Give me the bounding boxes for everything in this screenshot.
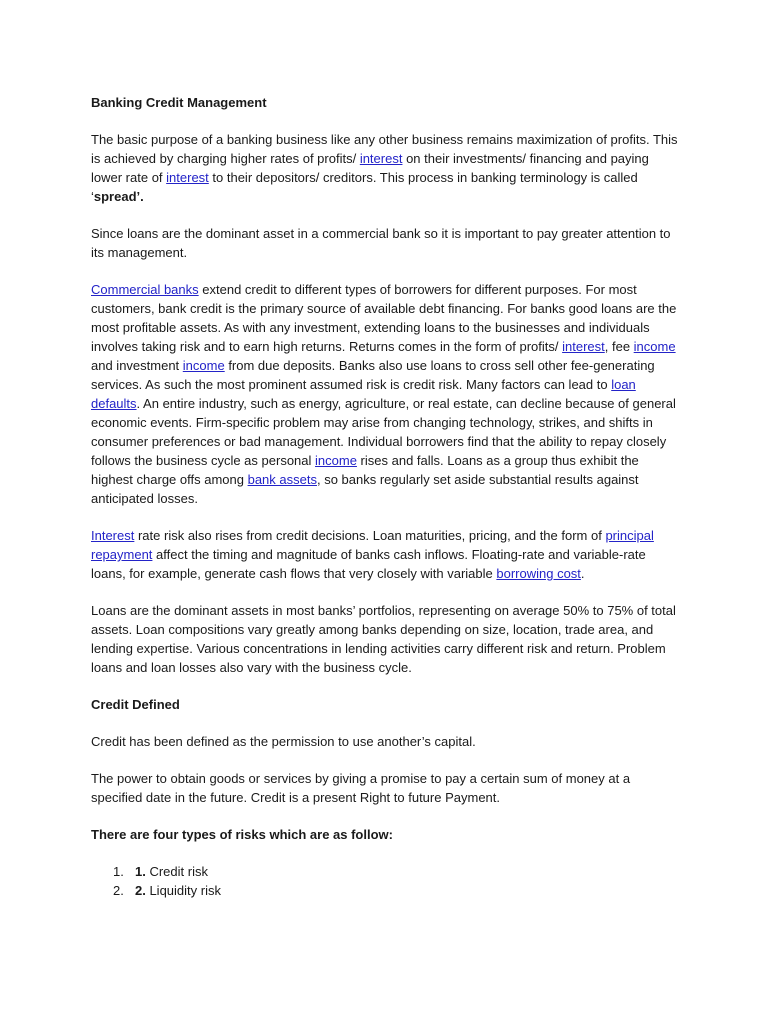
text: extend credit to different types of borrowers for different purposes. For most customers, bank credit is the primary source of available debt financing. For banks good loans are the most profitable assets. As with any investment, extending loans to the businesses and individuals involves taking risk and to earn high returns. Returns comes in the form of profits/ [91,282,677,354]
text: rate risk also rises from credit decisions. Loan maturities, pricing, and the form of [134,528,606,543]
term-spread: spread’. [93,189,144,204]
link-loan-defaults[interactable]: loan defaults [91,377,636,411]
paragraph-interest-rate-risk [91,526,681,583]
list-item [91,862,681,881]
link-interest[interactable]: Interest [91,528,135,543]
text: rises and falls. Loans as a group thus exhibit the highest charge offs among [91,453,639,487]
text: . [580,566,585,581]
paragraph-loan-portfolio: Loans are the dominant assets in most banks’ portfolios, representing on average 50% to 75% of total assets. Loan compositions vary greatly among banks depending on size, location, trade area, and lending expertise. Various concentrations in lending activities carry different risk and return. Problem loans and loan losses also vary with the business cycle. [91,603,676,675]
list-number: 1. [113,864,124,879]
link-income[interactable]: income [315,453,357,468]
link-interest[interactable]: interest [359,151,403,166]
text: on their investments/ financing and paying lower rate of [91,151,649,185]
link-borrowing-cost[interactable]: borrowing cost [496,566,581,581]
text: . An entire industry, such as energy, agriculture, or real estate, can decline because of general economic events. Firm-specific problem may arise from changing technology, strikes, and shifts in consumer preferences or bad management. Individual borrowers find that the ability to repay closely follows the business cycle as personal [91,396,676,468]
text: to their depositors/ creditors. This process in banking terminology is called ‘ [91,170,638,204]
list-item [91,881,681,900]
link-interest[interactable]: interest [562,339,605,354]
text: and investment [91,358,183,373]
risk-list [91,862,681,900]
document-title: Banking Credit Management [91,95,267,110]
paragraph-commercial-banks [91,280,681,508]
text: affect the timing and magnitude of banks cash inflows. Floating-rate and variable-rate loans, for example, generate cash flows that very closely with variable [91,547,646,581]
paragraph-purpose [91,130,681,206]
text: from due deposits. Banks also use loans to cross sell other fee-generating services. As such the most prominent assumed risk is credit risk. Many factors can lead to [91,358,655,392]
link-commercial-banks[interactable]: Commercial banks [91,282,199,297]
list-number: 2. [113,883,124,898]
list-item-label: Liquidity risk [145,883,221,898]
list-inner-number: 2. [135,883,146,898]
heading-credit-defined: Credit Defined [91,697,180,712]
list-item-label: Credit risk [145,864,208,879]
text: The basic purpose of a banking business like any other business remains maximization of profits. This is achieved by charging higher rates of profits/ [91,132,678,166]
paragraph-loans-dominant: Since loans are the dominant asset in a commercial bank so it is important to pay greater attention to its management. [91,226,671,260]
heading-risk-types: There are four types of risks which are as follow: [91,827,393,842]
text: , so banks regularly set aside substantial results against anticipated losses. [91,472,639,506]
link-income[interactable]: income [633,339,676,354]
paragraph-credit-power: The power to obtain goods or services by giving a promise to pay a certain sum of money at a specified date in the future. Credit is a present Right to future Payment. [91,771,631,805]
link-bank-assets[interactable]: bank assets [247,472,317,487]
link-interest[interactable]: interest [166,170,209,185]
paragraph-credit-definition: Credit has been defined as the permission to use another’s capital. [91,734,476,749]
document-body [91,93,681,900]
link-income[interactable]: income [182,358,225,373]
list-inner-number: 1. [135,864,146,879]
link-principal-repayment[interactable]: principal repayment [91,528,654,562]
text: , fee [604,339,634,354]
